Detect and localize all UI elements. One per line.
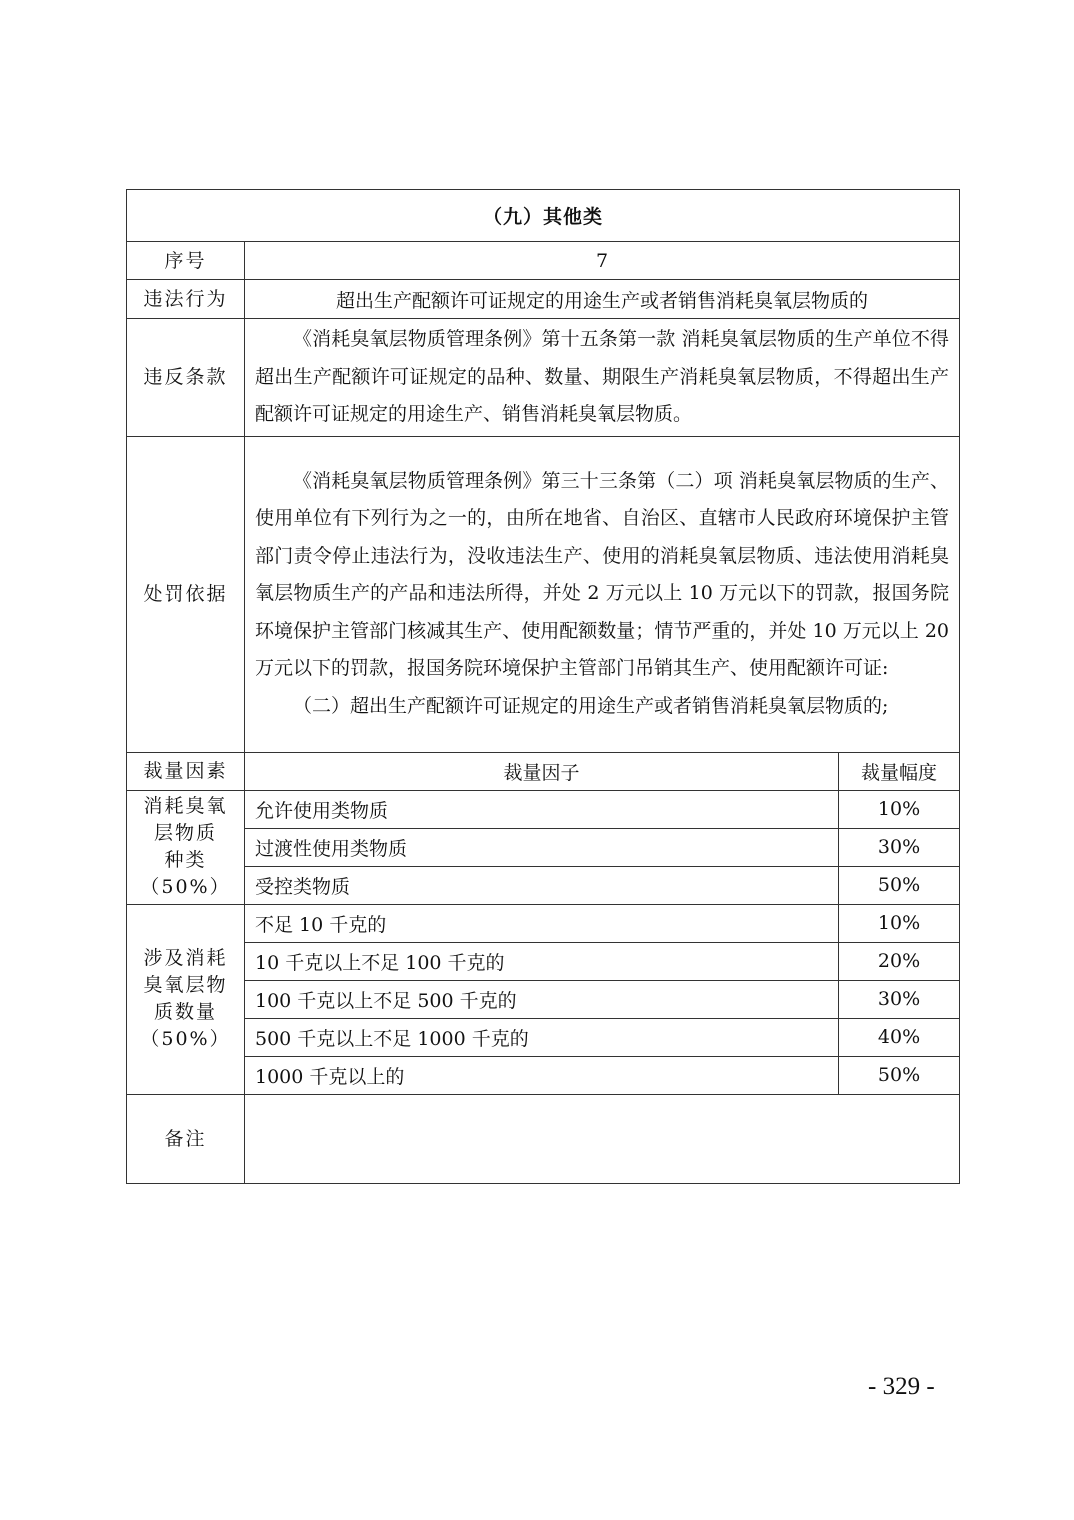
factor-cell: 10 千克以上不足 100 千克的	[245, 942, 839, 980]
remarks-value	[245, 1094, 960, 1183]
range-cell: 30%	[839, 980, 960, 1018]
seq-value: 7	[245, 242, 960, 280]
group-label-line: 种类	[164, 849, 207, 871]
penalty-discretion-table	[126, 189, 960, 1184]
penalty-basis-paragraph-2: （二）超出生产配额许可证规定的用途生产或者销售消耗臭氧层物质的;	[293, 694, 889, 717]
group-label-line: 质数量	[153, 1001, 217, 1023]
range-cell: 10%	[839, 790, 960, 828]
factor-cell: 100 千克以上不足 500 千克的	[245, 980, 839, 1018]
violation-label: 违法行为	[127, 280, 245, 319]
factor-header: 裁量因子	[245, 752, 839, 790]
group-label-line: （50%）	[140, 1028, 231, 1050]
penalty-basis-paragraph-1: 《消耗臭氧层物质管理条例》第三十三条第（二）项 消耗臭氧层物质的生产、使用单位有下列行为之一的，由所在地省、自治区、直辖市人民政府环境保护主管部门责令停止违法行为，没收违法生产、使用的消耗臭氧层物质、违法使用消耗臭氧层物质生产的产品和违法所得，并处 2 万元以上 10 万元以下的罚款，报国务院环境保护主管部门核减其生产、使用配额数量；情节严重的，并处 10 万元以上 20 万元以下的罚款，报国务院环境保护主管部门吊销其生产、使用配额许可证:	[255, 469, 950, 680]
violated-clause-label: 违反条款	[127, 319, 245, 437]
factor-cell: 允许使用类物质	[245, 790, 839, 828]
range-cell: 10%	[839, 904, 960, 942]
violated-clause-text: 《消耗臭氧层物质管理条例》第十五条第一款 消耗臭氧层物质的生产单位不得超出生产配额许可证规定的品种、数量、期限生产消耗臭氧层物质，不得超出生产配额许可证规定的用途生产、销售消耗臭氧层物质。	[255, 328, 950, 425]
range-cell: 30%	[839, 828, 960, 866]
remarks-label: 备注	[127, 1094, 245, 1183]
range-header: 裁量幅度	[839, 752, 960, 790]
penalty-basis-cell	[245, 436, 960, 752]
range-cell: 50%	[839, 866, 960, 904]
range-cell: 20%	[839, 942, 960, 980]
group-label-line: 涉及消耗	[143, 947, 228, 969]
penalty-basis-label: 处罚依据	[127, 436, 245, 752]
group-label-line: 层物质	[153, 822, 217, 844]
factor-cell: 过渡性使用类物质	[245, 828, 839, 866]
factor-group-quantity	[127, 904, 245, 1094]
factor-group-substance-type	[127, 790, 245, 904]
group-label-line: 消耗臭氧	[143, 795, 228, 817]
factor-group-header: 裁量因素	[127, 752, 245, 790]
violation-value: 超出生产配额许可证规定的用途生产或者销售消耗臭氧层物质的	[245, 280, 960, 319]
factor-cell: 受控类物质	[245, 866, 839, 904]
section-title: （九）其他类	[127, 190, 960, 242]
factor-cell: 1000 千克以上的	[245, 1056, 839, 1094]
seq-label: 序号	[127, 242, 245, 280]
factor-cell: 不足 10 千克的	[245, 904, 839, 942]
range-cell: 50%	[839, 1056, 960, 1094]
range-cell: 40%	[839, 1018, 960, 1056]
page-number: - 329 -	[868, 1373, 935, 1400]
group-label-line: （50%）	[140, 876, 231, 898]
factor-cell: 500 千克以上不足 1000 千克的	[245, 1018, 839, 1056]
violated-clause-cell	[245, 319, 960, 437]
group-label-line: 臭氧层物	[143, 974, 228, 996]
